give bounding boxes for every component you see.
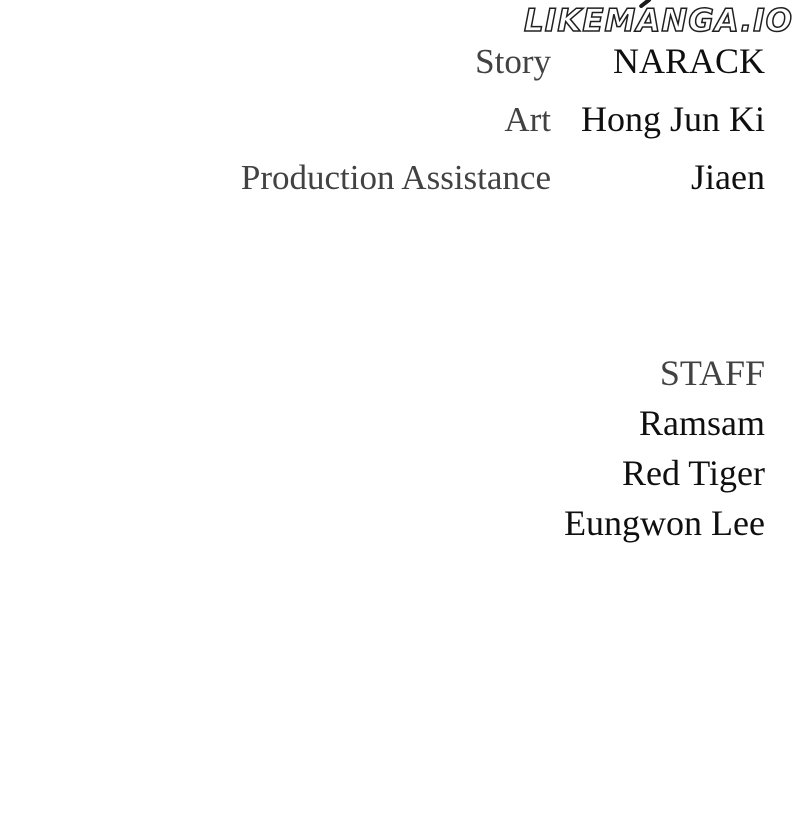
likemanga-watermark: LIKEMANGA.IO — [524, 3, 793, 39]
credit-role-label: Production Assistance — [240, 158, 551, 197]
credit-person-name: NARACK — [612, 41, 765, 81]
credit-role-label: Story — [475, 42, 551, 81]
credit-row-art — [241, 90, 765, 148]
credit-row-production-assistance — [241, 148, 765, 206]
credit-person-name: Jiaen — [691, 157, 765, 197]
staff-member: Ramsam — [639, 403, 765, 443]
credits-list — [241, 32, 765, 206]
staff-section — [564, 348, 765, 548]
staff-member: Eungwon Lee — [564, 503, 765, 543]
credit-row-story — [241, 32, 765, 90]
staff-heading: STAFF — [659, 353, 765, 393]
staff-member: Red Tiger — [621, 453, 765, 493]
credit-role-label: Art — [504, 100, 551, 139]
credit-person-name: Hong Jun Ki — [580, 99, 765, 139]
